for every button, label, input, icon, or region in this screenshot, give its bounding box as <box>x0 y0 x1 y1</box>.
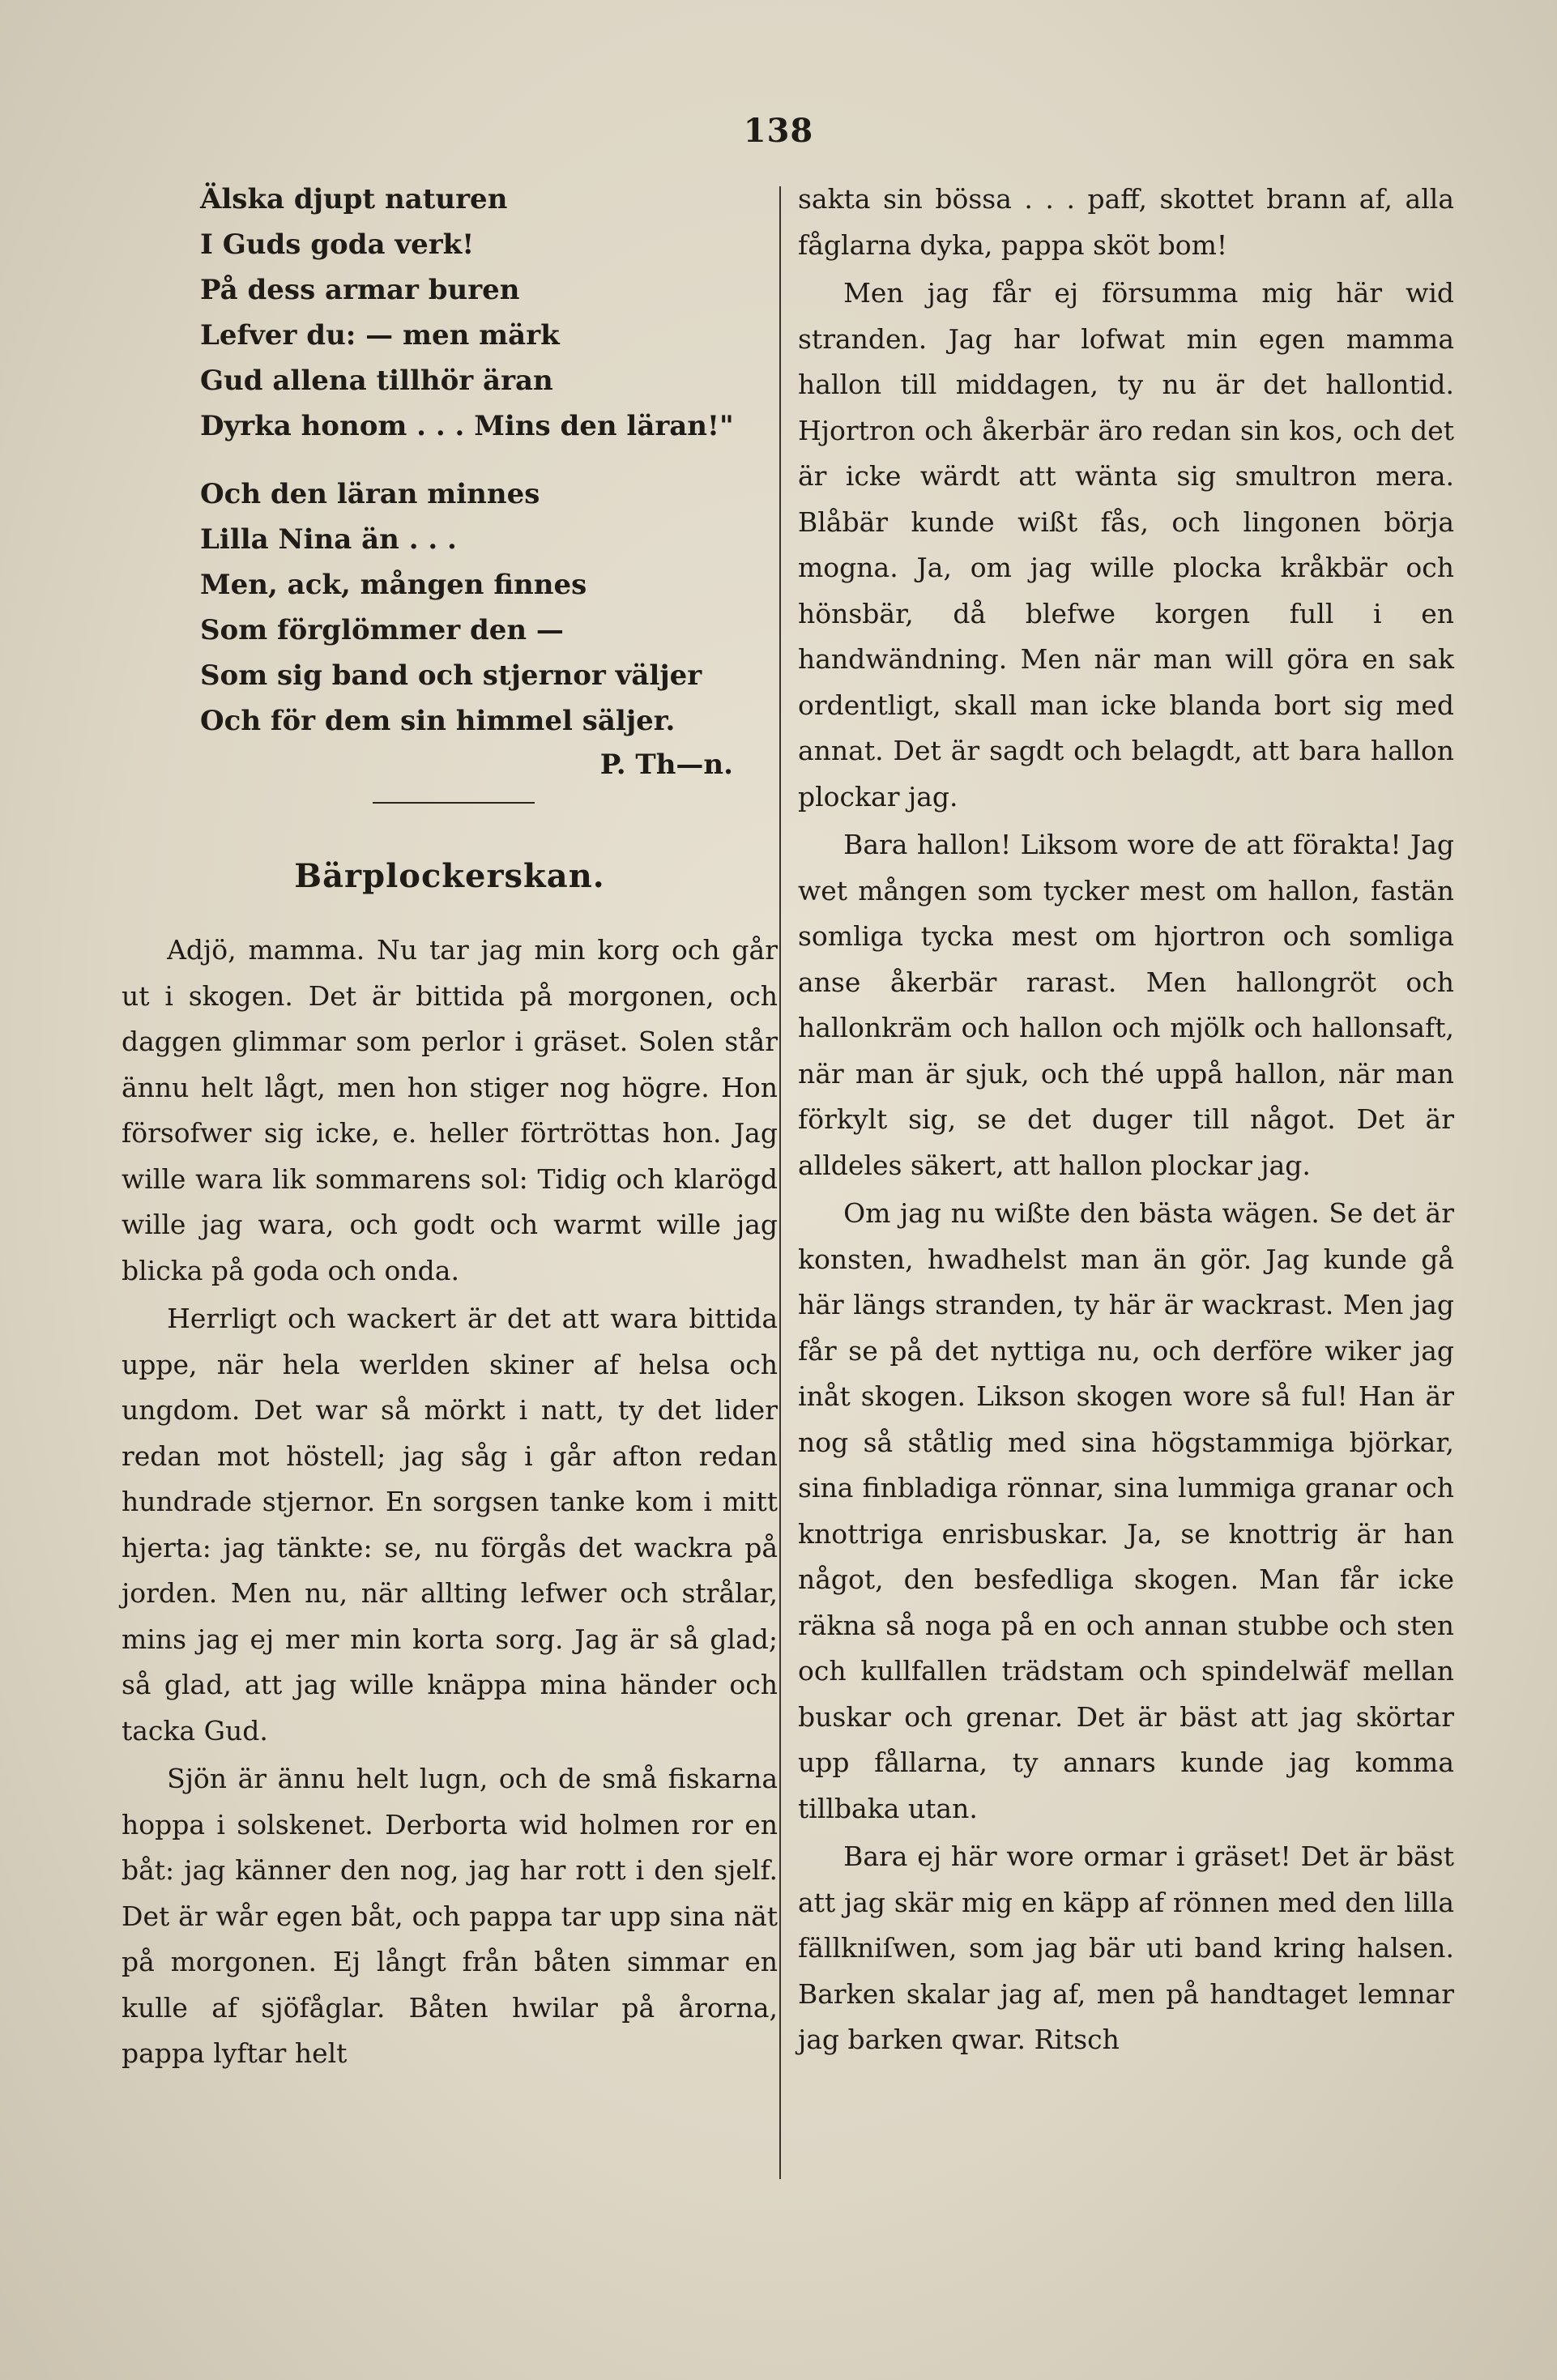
poem-stanza-2 <box>122 471 778 744</box>
paragraph: Om jag nu wißte den bästa wägen. Se det är konsten, hwadhelst man än gör. Jag kunde gå här längs stranden, ty här är wackrast. Men jag får se på det nyttiga nu, och derföre wiker jag inåt skogen. Likson skogen wore så ful! Han är nog så ståtlig med sina högstammiga björkar, sina finbladiga rönnar, sina lummiga granar och knottriga enrisbuskar. Ja, se knottrig är han något, den besfedliga skogen. Man får icke räkna så noga på en och annan stubbe och sten och kullfallen trädstam och spindelwäf mellan buskar och grenar. Det är bäst att jag skörtar upp fållarna, ty annars kunde jag komma tillbaka utan. <box>798 1197 1454 1824</box>
poem-line: Gud allena tillhör äran <box>200 365 553 397</box>
poem-line: Som förglömmer den — <box>200 614 564 646</box>
paragraph: Men jag får ej försumma mig här wid stranden. Jag har lofwat min egen mamma hallon till middagen, ty nu är det hallontid. Hjortron och åkerbär äro redan sin kos, och det är icke wärdt att wänta sig smultron mera. Blåbär kunde wißt fås, och lingonen börja mogna. Ja, om jag wille plocka kråkbär och hönsbär, då blefwe korgen full i en handwändning. Men när man will göra en sak ordentligt, skall man icke blanda bort sig med annat. Det är sagdt och belagdt, att bara hallon plockar jag. <box>798 277 1454 813</box>
poem-line: I Guds goda verk! <box>200 228 475 261</box>
poem-line: Och för dem sin himmel säljer. <box>200 705 676 737</box>
poem-line: Dyrka honom . . . Mins den läran!" <box>200 410 734 442</box>
poem-stanza-1 <box>122 177 778 449</box>
poem-line: Lefver du: — men märk <box>200 319 560 352</box>
left-column <box>122 177 778 2077</box>
article-heading: Bärplockerskan. <box>294 857 605 895</box>
right-column <box>798 177 1454 2063</box>
poem-line: Älska djupt naturen <box>200 183 508 215</box>
poem-line: Och den läran minnes <box>200 478 540 510</box>
poem-line: Lilla Nina än . . . <box>200 523 457 556</box>
section-divider <box>373 802 535 804</box>
poem <box>122 177 778 804</box>
page-number: 138 <box>743 112 814 150</box>
poem-line: Men, ack, mången finnes <box>200 569 587 601</box>
column-divider <box>779 186 781 2179</box>
paragraph: sakta sin bössa . . . paff, skottet brann af, alla fåglarna dyka, pappa sköt bom! <box>798 183 1454 261</box>
paragraph: Herrligt och wackert är det att wara bittida uppe, när hela werlden skiner af helsa och ungdom. Det war så mörkt i natt, ty det lider redan mot höstell; jag såg i går afton redan hundrade stjernor. En sorgsen tanke kom i mitt hjerta: jag tänkte: se, nu förgås det wackra på jorden. Men nu, när allting lefwer och strålar, mins jag ej mer min korta sorg. Jag är så glad; så glad, att jag wille knäppa mina händer och tacka Gud. <box>122 1303 778 1747</box>
paragraph: Sjön är ännu helt lugn, och de små fiskarna hoppa i solskenet. Derborta wid holmen ror en båt: jag känner den nog, jag har rott i den sjelf. Det är wår egen båt, och pappa tar upp sina nät på morgonen. Ej långt från båten simmar en kulle af sjöfåglar. Båten hwilar på årorna, pappa lyftar helt <box>122 1763 778 2069</box>
poem-line: På dess armar buren <box>200 274 520 306</box>
paragraph: Adjö, mamma. Nu tar jag min korg och går ut i skogen. Det är bittida på morgonen, och daggen glimmar som perlor i gräset. Solen står ännu helt lågt, men hon stiger nog högre. Hon försofwer sig icke, e. heller förtröttas hon. Jag wille wara lik sommarens sol: Tidig och klarögd wille jag wara, och godt och warmt wille jag blicka på goda och onda. <box>122 934 778 1286</box>
stanza-gap <box>122 449 778 471</box>
poem-signature: P. Th—n. <box>599 749 733 781</box>
paragraph: Bara ej här wore ormar i gräset! Det är bäst att jag skär mig en käpp af rönnen med den lilla fällkniſwen, som jag bär uti band kring halsen. Barken skalar jag af, men på handtaget lemnar jag barken qwar. Ritsch <box>798 1840 1454 2055</box>
poem-line: Som sig band och stjernor väljer <box>200 659 702 692</box>
paragraph: Bara hallon! Liksom wore de att förakta! Jag wet mången som tycker mest om hallon, fastän somliga tycka mest om hjortron och somliga anse åkerbär rarast. Men hallongröt och hallonkräm och hallon och mjölk och hallonsaft, när man är sjuk, och thé uppå hallon, när man förkylt sig, se det duger till något. Det är alldeles säkert, att hallon plockar jag. <box>798 829 1454 1181</box>
